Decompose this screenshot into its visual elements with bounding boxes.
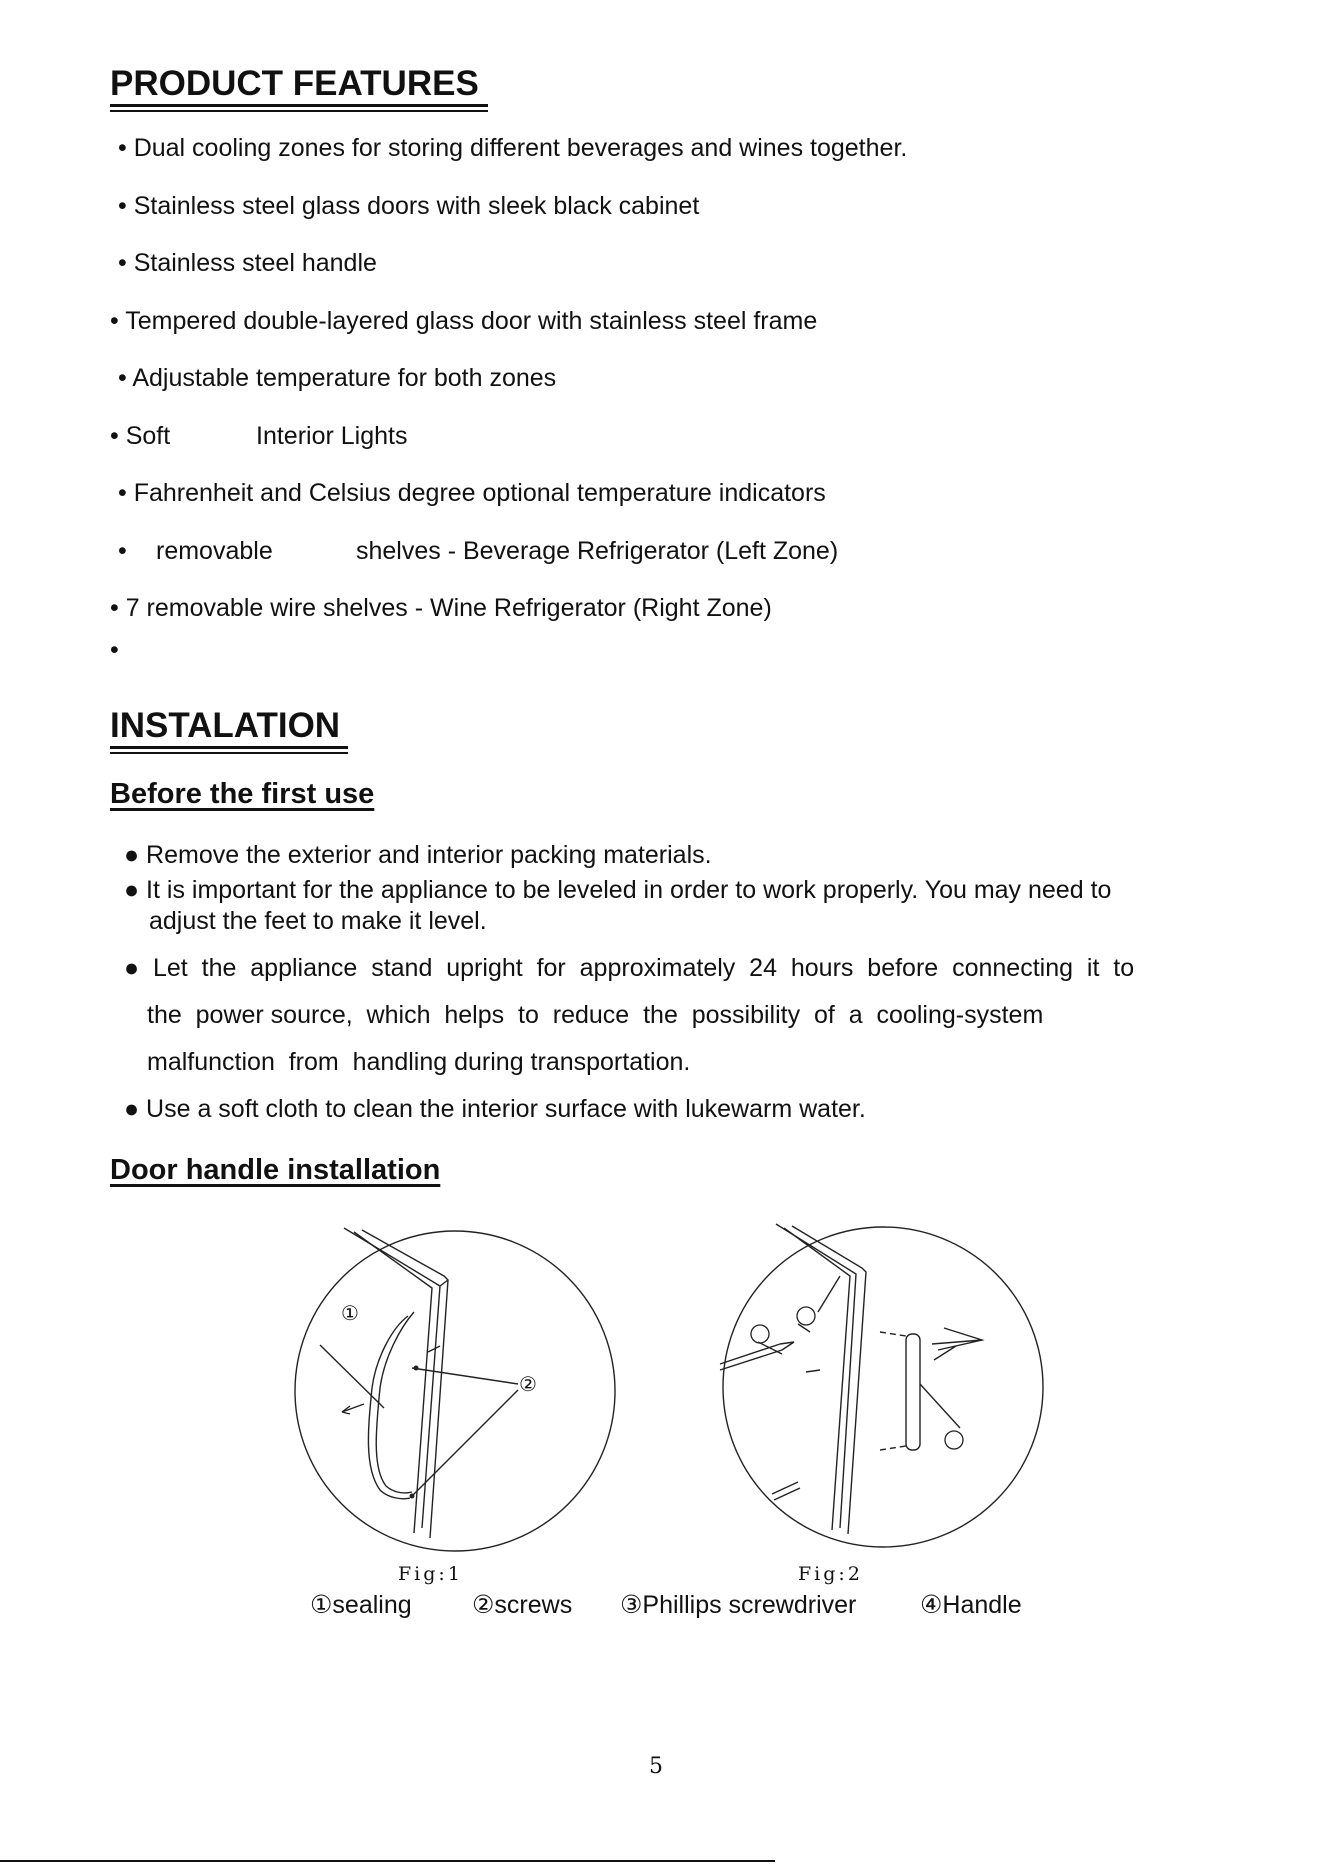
fig1-callout-1: ①: [341, 1303, 359, 1325]
legend-handle: ④Handle: [920, 1591, 1022, 1619]
heading-rule: [110, 104, 488, 107]
feature-item-fragment: shelves - Beverage Refrigerator (Left Zone): [356, 537, 839, 565]
instruction-line: ● Let the appliance stand upright for approximately 24 hours before connecting it to: [124, 954, 1135, 982]
feature-item: •: [110, 636, 119, 664]
feature-item: • Tempered double-layered glass door with stainless steel frame: [110, 307, 818, 335]
fig2-illustration: [720, 1224, 1046, 1550]
heading-rule: [110, 746, 348, 749]
door-handle-heading: Door handle installation: [110, 1154, 441, 1186]
before-first-use-heading: Before the first use: [110, 778, 375, 810]
heading-rule: [110, 752, 348, 754]
feature-item: • 7 removable wire shelves - Wine Refrigerator (Right Zone): [110, 594, 772, 622]
instruction-line: adjust the feet to make it level.: [149, 907, 487, 935]
feature-item: •: [118, 537, 127, 565]
feature-item: • Fahrenheit and Celsius degree optional temperature indicators: [118, 479, 826, 507]
fig1-illustration: [292, 1228, 618, 1554]
instruction-line: ● Remove the exterior and interior packing materials.: [124, 841, 712, 869]
feature-item-fragment: removable: [156, 537, 273, 565]
legend-screwdriver: ③Phillips screwdriver: [620, 1591, 857, 1619]
feature-item: • Stainless steel glass doors with sleek black cabinet: [118, 192, 700, 220]
feature-item: • Stainless steel handle: [118, 249, 377, 277]
heading-rule: [110, 110, 488, 112]
feature-item: • Soft: [110, 422, 171, 450]
fig2-caption: Fig:2: [798, 1563, 863, 1585]
fig1-callout-2: ②: [519, 1374, 537, 1396]
instruction-line: ● Use a soft cloth to clean the interior surface with lukewarm water.: [124, 1095, 866, 1123]
legend-sealing: ①sealing: [310, 1591, 412, 1619]
legend-screws: ②screws: [472, 1591, 573, 1619]
instruction-line: the power source, which helps to reduce the possibility of a cooling-system: [147, 1001, 1044, 1029]
installation-heading: INSTALATION: [110, 706, 341, 745]
feature-item-fragment: Interior Lights: [256, 422, 408, 450]
page-number: 5: [649, 1754, 663, 1779]
feature-item: • Adjustable temperature for both zones: [118, 364, 557, 392]
product-features-heading: PRODUCT FEATURES: [110, 64, 479, 103]
instruction-line: ● It is important for the appliance to be leveled in order to work properly. You may need to: [124, 876, 1112, 904]
feature-item: • Dual cooling zones for storing different beverages and wines together.: [118, 134, 908, 162]
bottom-rule: [0, 1860, 775, 1862]
instruction-line: malfunction from handling during transportation.: [147, 1048, 691, 1076]
fig1-caption: Fig:1: [398, 1563, 463, 1585]
